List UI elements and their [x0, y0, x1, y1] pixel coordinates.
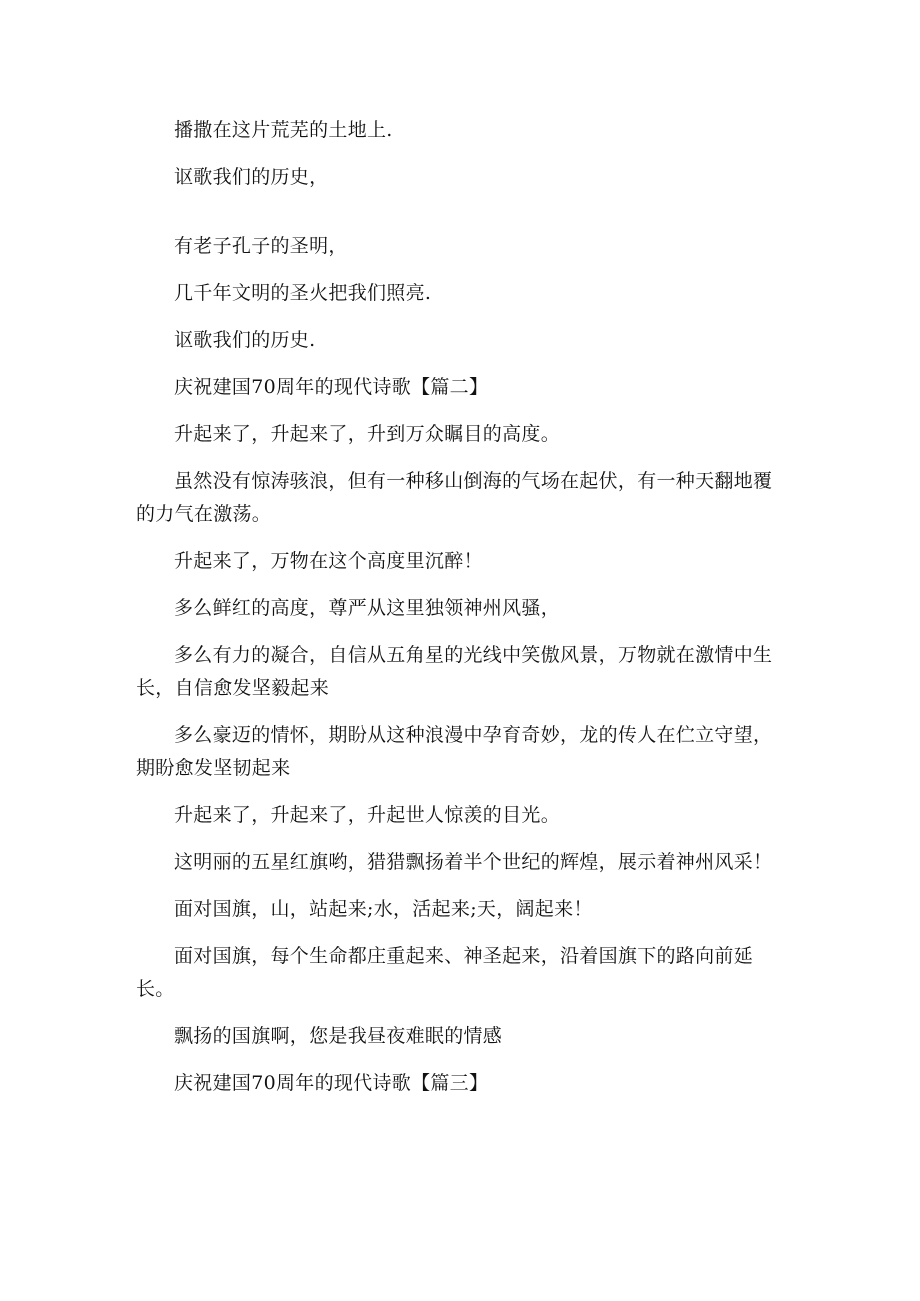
- section-heading: 庆祝建国70周年的现代诗歌【篇二】: [174, 376, 489, 398]
- paragraph: 虽然没有惊涛骇浪，但有一种移山倒海的气场在起伏，有一种天翻地覆的力气在激荡。: [136, 470, 773, 525]
- paragraph: 讴歌我们的历史，: [174, 166, 329, 188]
- paragraph: 飘扬的国旗啊，您是我昼夜难眠的情感: [174, 1025, 503, 1047]
- paragraph: 升起来了，万物在这个高度里沉醉！: [174, 550, 483, 572]
- section-heading: 庆祝建国70周年的现代诗歌【篇三】: [174, 1072, 489, 1094]
- paragraph: 多么有力的凝合，自信从五角星的光线中笑傲风景，万物就在激情中生长，自信愈发坚毅起来: [136, 644, 773, 699]
- paragraph: 播撒在这片荒芜的土地上.: [174, 119, 393, 141]
- paragraph: 升起来了，升起来了，升到万众瞩目的高度。: [174, 423, 561, 445]
- paragraph: 升起来了，升起来了，升起世人惊羡的目光。: [174, 804, 561, 826]
- paragraph: 面对国旗，每个生命都庄重起来、神圣起来，沿着国旗下的路向前延长。: [136, 945, 754, 1000]
- paragraph: 面对国旗，山，站起来;水，活起来;天，阔起来！: [174, 898, 593, 920]
- paragraph: 多么豪迈的情怀，期盼从这种浪漫中孕育奇妙，龙的传人在伫立守望，期盼愈发坚韧起来: [136, 724, 773, 779]
- paragraph: 几千年文明的圣火把我们照亮.: [174, 282, 432, 304]
- paragraph: 有老子孔子的圣明，: [174, 235, 348, 257]
- paragraph: 多么鲜红的高度，尊严从这里独领神州风骚，: [174, 597, 561, 619]
- paragraph: 这明丽的五星红旗哟，猎猎飘扬着半个世纪的辉煌，展示着神州风采！: [174, 851, 773, 873]
- paragraph: 讴歌我们的历史.: [174, 329, 316, 351]
- document-body: [136, 114, 786, 1114]
